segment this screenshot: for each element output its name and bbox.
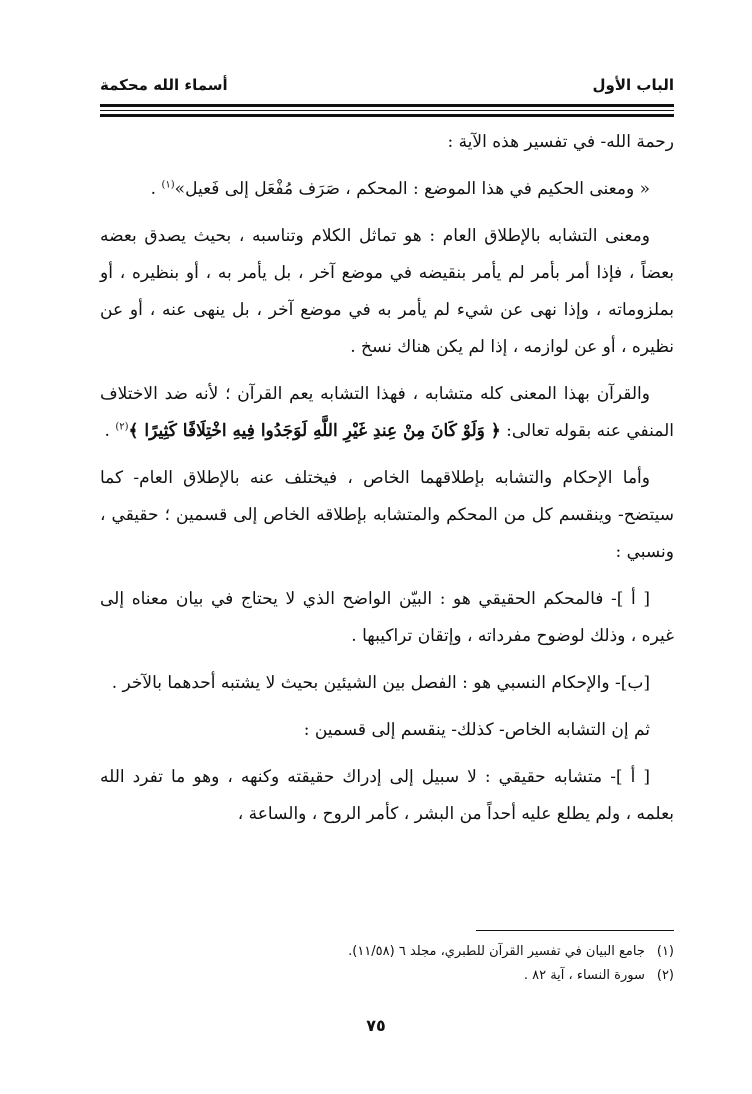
header-rule-thin — [100, 110, 674, 111]
paragraph-relative-ihkam: [ب]- والإحكام النسبي هو : الفصل بين الشيئين بحيث لا يشتبه أحدهما بالآخر . — [111, 673, 650, 693]
footnotes — [100, 940, 674, 988]
footnote-number: (٢) — [656, 968, 674, 983]
footnote-item — [100, 940, 674, 964]
header-rule-thick-lower — [100, 114, 674, 117]
footnote-text: جامع البيان في تفسير القرآن للطبري، مجلد ٦ (١١/٥٨). — [348, 944, 645, 959]
footnote-text: سورة النساء ، آية ٨٢ . — [523, 968, 645, 983]
body-text — [100, 124, 674, 843]
header-rule-thick — [100, 104, 674, 107]
paragraph-general-similarity: ومعنى التشابه بالإطلاق العام : هو تماثل الكلام وتناسبه ، بحيث يصدق بعضه بعضاً ، فإذا أمر بأمر لم يأمر بنقيضه في موضع آخر ، بل يأمر به ، أو بنظيره ، أو بملزوماته ، وإذا نهى عن شيء لم يأمر به في موضع آخر ، بل ينهى عنه ، أو عن نظيره ، أو عن لوازمه ، إذا لم يكن هناك نسخ . — [100, 226, 674, 357]
page-number: ٧٥ — [366, 1016, 386, 1035]
footnote-number: (١) — [656, 944, 674, 959]
quran-verse: ﴿ وَلَوْ كَانَ مِنْ عِندِ غَيْرِ اللَّهِ لَوَجَدُوا فِيهِ اخْتِلَافًا كَثِيرًا ﴾ — [128, 421, 501, 441]
footnote-separator — [476, 930, 674, 931]
quran-intro: والقرآن بهذا المعنى كله متشابه ، فهذا التشابه يعم القرآن ؛ لأنه ضد الاختلاف المنفي عنه بقوله تعالى: — [100, 384, 674, 441]
footnote-item — [100, 964, 674, 988]
paragraph-real-muhkam: [ أ ]- فالمحكم الحقيقي هو : البيّن الواضح الذي لا يحتاج في بيان معناه إلى غيره ، وذلك لوضوح مفرداته ، وإتقان تراكيبها . — [100, 589, 674, 646]
footnote-ref-1: (١) — [161, 179, 175, 191]
quote-end: . — [150, 179, 162, 199]
paragraph-quran — [100, 376, 674, 450]
paragraph-specific-tashabuh: ثم إن التشابه الخاص- كذلك- ينقسم إلى قسمين : — [303, 720, 650, 740]
paragraph-intro: رحمة الله- في تفسير هذه الآية : — [447, 132, 674, 152]
running-title: أسماء الله محكمة — [100, 76, 228, 94]
footnote-ref-2: (٢) — [115, 421, 129, 433]
paragraph-specific: وأما الإحكام والتشابه بإطلاقهما الخاص ، فيختلف عنه بالإطلاق العام- كما سيتضح- وينقسم كل من المحكم والمتشابه بإطلاقه الخاص إلى قسمين ؛ حقيقي ، ونسبي : — [100, 468, 674, 562]
paragraph-quote — [100, 171, 674, 208]
paragraph-real-mutashabih: [ أ ]- متشابه حقيقي : لا سبيل إلى إدراك حقيقته وكنهه ، وهو ما تفرد الله بعلمه ، ولم يطلع عليه أحداً من البشر ، كأمر الروح ، والساعة ، — [100, 767, 674, 824]
page-header — [100, 76, 674, 102]
quran-end: . — [104, 421, 116, 441]
quote-text: « ومعنى الحكيم في هذا الموضع : المحكم ، صَرَف مُفْعَل إلى فَعيل» — [174, 179, 650, 199]
chapter-title: الباب الأول — [592, 76, 674, 94]
